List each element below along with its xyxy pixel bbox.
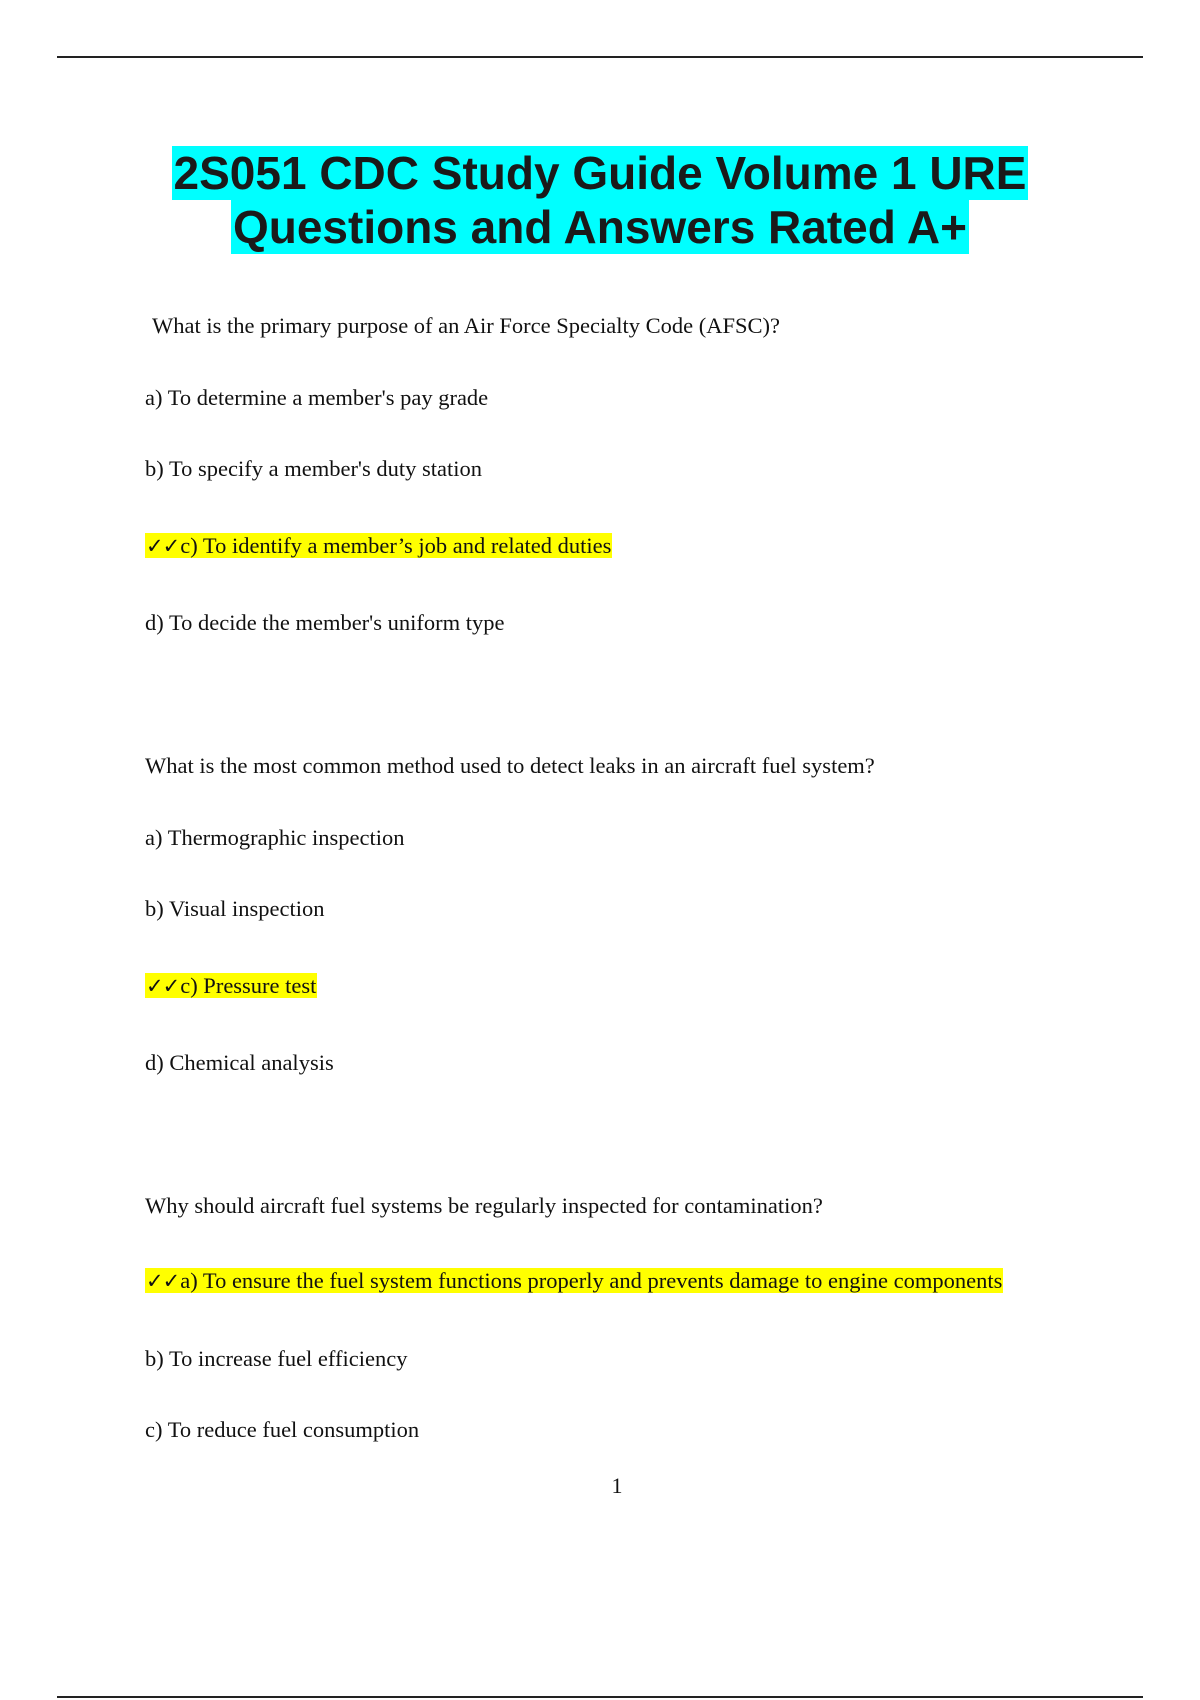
question-1-text: What is the primary purpose of an Air Force Specialty Code (AFSC)?: [152, 313, 780, 338]
question-2-text: What is the most common method used to detect leaks in an aircraft fuel system?: [145, 753, 875, 778]
question-2-option-d: d) Chemical analysis: [145, 1050, 334, 1075]
title-line-1: 2S051 CDC Study Guide Volume 1 URE: [173, 147, 1027, 199]
question-1-option-c: c) To identify a member’s job and related duties: [180, 533, 612, 558]
top-rule: [57, 56, 1143, 58]
page-number: 1: [611, 1473, 623, 1498]
answer-highlight: [145, 973, 317, 998]
question-3-option-a: a) To ensure the fuel system functions properly and prevents damage to engine components: [180, 1268, 1003, 1293]
question-1-option-d: d) To decide the member's uniform type: [145, 610, 505, 635]
answer-highlight: [145, 533, 612, 558]
answer-highlight: [145, 1268, 1003, 1293]
question-1-option-a: a) To determine a member's pay grade: [145, 385, 489, 410]
question-3-option-c: c) To reduce fuel consumption: [145, 1417, 420, 1442]
check-mark-icon: ✓✓: [146, 1269, 180, 1293]
question-2-option-c: c) Pressure test: [180, 973, 317, 998]
question-3-text: Why should aircraft fuel systems be regularly inspected for contamination?: [145, 1193, 823, 1218]
question-1-option-b: b) To specify a member's duty station: [145, 456, 482, 481]
question-1-correct-answer: [145, 531, 612, 561]
question-2-option-a: a) Thermographic inspection: [145, 825, 405, 850]
document-title: [0, 146, 1200, 254]
check-mark-icon: ✓✓: [146, 974, 180, 998]
question-3-option-b: b) To increase fuel efficiency: [145, 1346, 408, 1371]
question-3-correct-answer: [145, 1266, 1003, 1296]
bottom-rule: [57, 1696, 1143, 1698]
check-mark-icon: ✓✓: [146, 534, 180, 558]
question-2-correct-answer: [145, 971, 317, 1001]
question-2-option-b: b) Visual inspection: [145, 896, 325, 921]
title-line-2: Questions and Answers Rated A+: [232, 201, 968, 253]
